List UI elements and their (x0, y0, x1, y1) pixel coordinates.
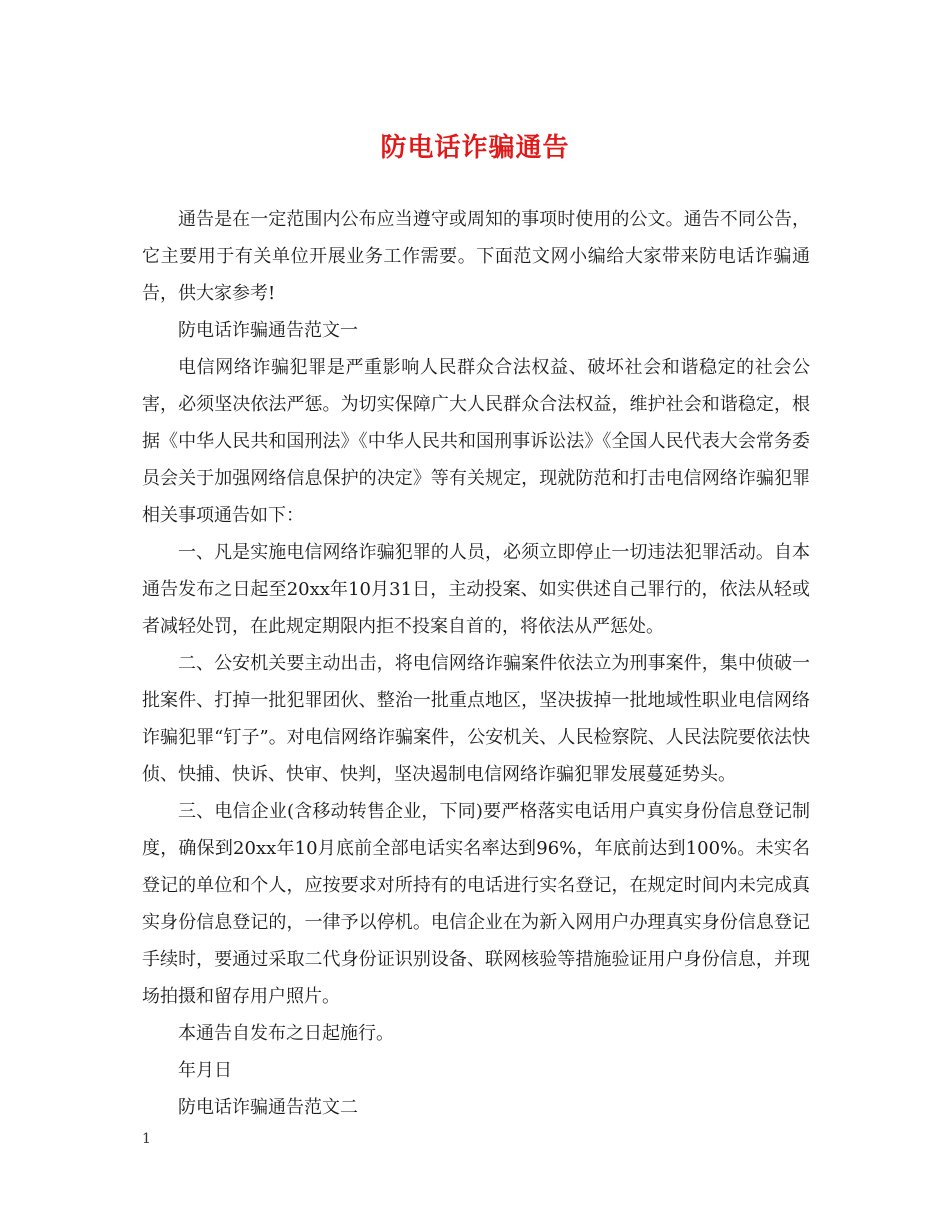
date-line: 年月日 (178, 1060, 232, 1081)
intro-paragraph: 通告是在一定范围内公布应当遵守或周知的事项时使用的公文。通告不同公告，它主要用于有关单位开展业务工作需要。下面范文网小编给大家带来防电话诈骗通告，供大家参考! (142, 209, 810, 304)
clause-one-paragraph: 一、凡是实施电信网络诈骗犯罪的人员，必须立即停止一切违法犯罪活动。自本通告发布之日起至20xx年10月31日，主动投案、如实供述自己罪行的，依法从轻或者减轻处罚，在此规定期限内拒不投案自首的，将依法从严惩处。 (142, 542, 810, 637)
document-body (142, 201, 810, 1126)
page-number: 1 (142, 1131, 151, 1147)
document-title: 防电话诈骗通告 (380, 133, 570, 163)
body-paragraph: 电信网络诈骗犯罪是严重影响人民群众合法权益、破坏社会和谐稳定的社会公害，必须坚决依法严惩。为切实保障广大人民群众合法权益，维护社会和谐稳定，根据《中华人民共和国刑法》《中华人民共和国刑事诉讼法》《全国人民代表大会常务委员会关于加强网络信息保护的决定》等有关规定，现就防范和打击电信网络诈骗犯罪相关事项通告如下： (142, 357, 810, 526)
effective-date-paragraph: 本通告自发布之日起施行。 (178, 1023, 394, 1044)
clause-two-paragraph: 二、公安机关要主动出击，将电信网络诈骗案件依法立为刑事案件，集中侦破一批案件、打掉一批犯罪团伙、整治一批重点地区，坚决拔掉一批地域性职业电信网络诈骗犯罪“钉子”。对电信网络诈骗案件，公安机关、人民检察院、人民法院要依法快侦、快捕、快诉、快审、快判，坚决遏制电信网络诈骗犯罪发展蔓延势头。 (142, 653, 810, 785)
section-heading-sample-two: 防电话诈骗通告范文二 (178, 1097, 358, 1118)
clause-three-paragraph: 三、电信企业(含移动转售企业，下同)要严格落实电话用户真实身份信息登记制度，确保到20xx年10月底前全部电话实名率达到96%，年底前达到100%。未实名登记的单位和个人，应按要求对所持有的电话进行实名登记，在规定时间内未完成真实身份信息登记的，一律予以停机。电信企业在为新入网用户办理真实身份信息登记手续时，要通过采取二代身份证识别设备、联网核验等措施验证用户身份信息，并现场拍摄和留存用户照片。 (142, 801, 810, 1007)
section-heading-sample-one: 防电话诈骗通告范文一 (178, 320, 358, 341)
